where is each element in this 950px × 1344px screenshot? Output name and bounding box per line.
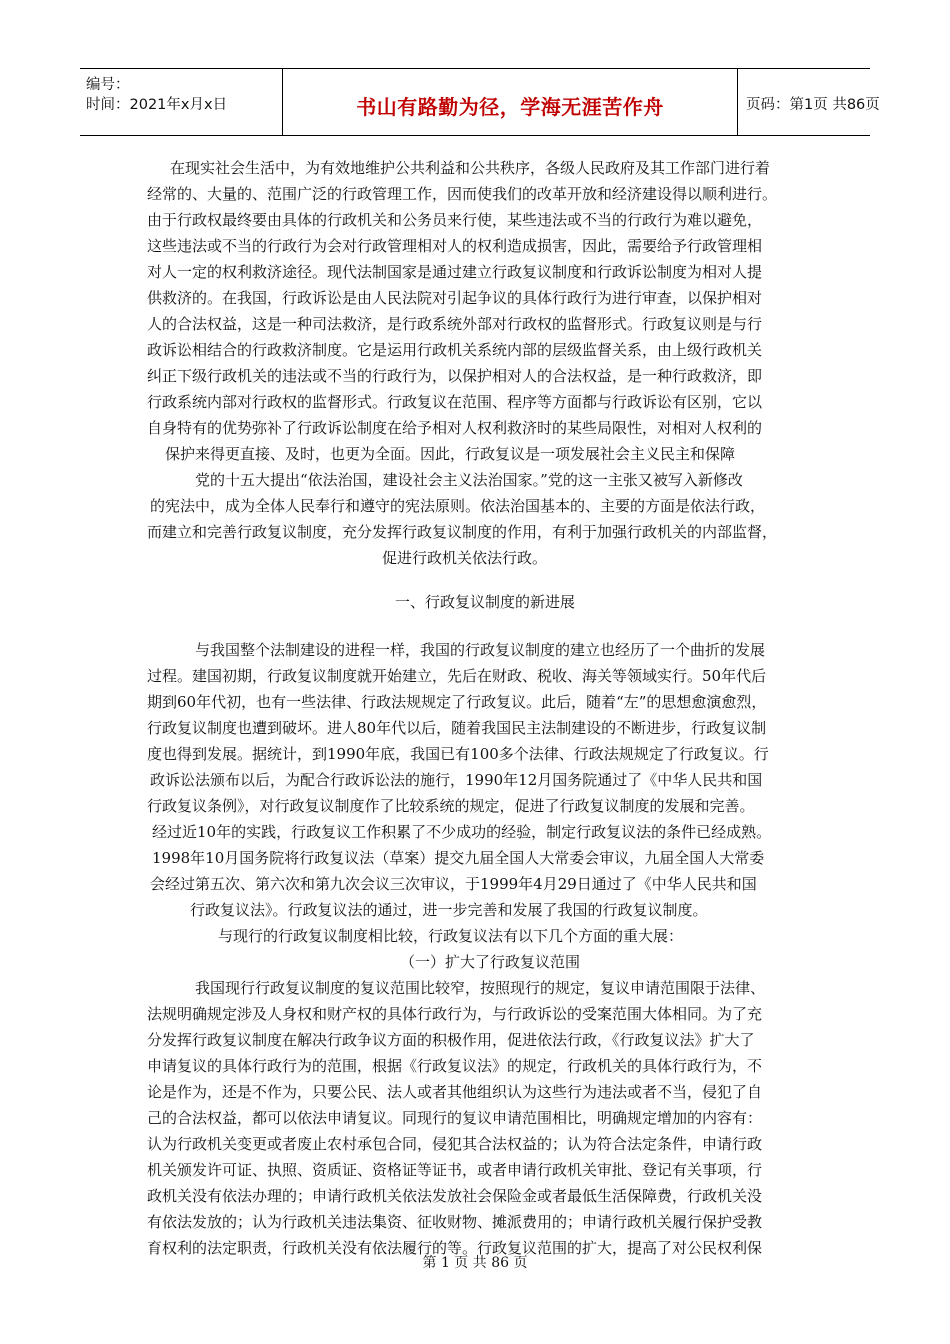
page-code: 页码：第1页 共86页 [746, 97, 880, 113]
body-line: 由于行政权最终要由具体的行政机关和公务员来行使，某些违法或不当的行政行为难以避免， [147, 211, 763, 229]
body-line: 有依法发放的；认为行政机关违法集资、征收财物、摊派费用的；申请行政机关履行保护受教 [147, 1213, 763, 1231]
body-line: 论是作为，还是不作为，只要公民、法人或者其他组织认为这些行为违法或者不当，侵犯了自 [147, 1083, 763, 1101]
body-line: 与现行的行政复议制度相比较，行政复议法有以下几个方面的重大展： [218, 927, 684, 945]
motto: 书山有路勤为径，学海无涯苦作舟 [356, 95, 664, 119]
subsection-heading: （一）扩大了行政复议范围 [400, 953, 581, 971]
body-line: 保护来得更直接、及时，也更为全面。因此，行政复议是一项发展社会主义民主和保障 [165, 445, 736, 463]
body-line: 这些违法或不当的行政行为会对行政管理相对人的权利造成损害，因此，需要给予行政管理相 [147, 237, 763, 255]
header-motto-cell [283, 69, 738, 135]
body-line: 自身特有的优势弥补了行政诉讼制度在给予相对人权利救济时的某些局限性，对相对人权利的 [147, 419, 763, 437]
body-line: 政诉讼法颁布以后，为配合行政诉讼法的施行，1990年12月国务院通过了《中华人民共和国 [150, 771, 763, 789]
body-line: 行政复议条例》，对行政复议制度作了比较系统的规定，促进了行政复议制度的发展和完善。 [147, 797, 755, 815]
body-line: 人的合法权益，这是一种司法救济，是行政系统外部对行政权的监督形式。行政复议则是与行 [147, 315, 763, 333]
body-line: 申请复议的具体行政行为的范围，根据《行政复议法》的规定，行政机关的具体行政行为，不 [147, 1057, 763, 1075]
section-heading: 一、行政复议制度的新进展 [395, 593, 576, 611]
body-line: 度也得到发展。据统计，到1990年底，我国已有100多个法律、行政法规规定了行政复议。行 [147, 745, 769, 763]
page-footer: 第 1 页 共 86 页 [422, 1255, 528, 1271]
number-label: 编号： [86, 77, 130, 93]
date-label: 时间：2021年x月x日 [86, 97, 228, 113]
body-line: 供救济的。在我国，行政诉讼是由人民法院对引起争议的具体行政行为进行审查，以保护相对 [147, 289, 763, 307]
body-line: 对人一定的权利救济途径。现代法制国家是通过建立行政复议制度和行政诉讼制度为相对人提 [147, 263, 763, 281]
body-line: 法规明确规定涉及人身权和财产权的具体行政行为，与行政诉讼的受案范围大体相同。为了充 [147, 1005, 763, 1023]
body-line: 己的合法权益，都可以依法申请复议。同现行的复议申请范围相比，明确规定增加的内容有： [147, 1109, 763, 1127]
body-line: 与我国整个法制建设的进程一样，我国的行政复议制度的建立也经历了一个曲折的发展 [195, 641, 766, 659]
body-line: 促进行政机关依法行政。 [382, 549, 548, 567]
body-line: 党的十五大提出“依法治国，建设社会主义法治国家。”党的这一主张又被写入新修改 [195, 471, 743, 489]
body-line: 政机关没有依法办理的；申请行政机关依法发放社会保险金或者最低生活保障费，行政机关没 [147, 1187, 763, 1205]
header-table [80, 68, 880, 136]
body-line: 而建立和完善行政复议制度，充分发挥行政复议制度的作用，有利于加强行政机关的内部监督， [147, 523, 778, 541]
body-line: 行政复议制度也遭到破坏。进人80年代以后，随着我国民主法制建设的不断进步，行政复议制 [147, 719, 767, 737]
body-line: 1998年10月国务院将行政复议法（草案）提交九届全国人大常委会审议，九届全国人大常委 [152, 849, 765, 867]
body-line: 我国现行行政复议制度的复议范围比较窄，按照现行的规定，复议申请范围限于法律、 [195, 979, 766, 997]
body-line: 纠正下级行政机关的违法或不当的行政行为，以保护相对人的合法权益，是一种行政救济，即 [147, 367, 763, 385]
body-line: 政诉讼相结合的行政救济制度。它是运用行政机关系统内部的层级监督关系，由上级行政机关 [147, 341, 763, 359]
body-line: 机关颁发许可证、执照、资质证、资格证等证书，或者申请行政机关审批、登记有关事项，行 [147, 1161, 763, 1179]
body-line: 育权利的法定职责，行政机关没有依法履行的等。行政复议范围的扩大，提高了对公民权利保 [147, 1239, 763, 1257]
body-line: 行政系统内部对行政权的监督形式。行政复议在范围、程序等方面都与行政诉讼有区别，它以 [147, 393, 763, 411]
body-line: 过程。建国初期，行政复议制度就开始建立，先后在财政、税收、海关等领域实行。50年代后 [147, 667, 767, 685]
body-line: 经常的、大量的、范围广泛的行政管理工作，因而使我们的改革开放和经济建设得以顺利进行。 [147, 185, 778, 203]
body-line: 分发挥行政复议制度在解决行政争议方面的积极作用，促进依法行政，《行政复议法》扩大了 [147, 1031, 755, 1049]
body-line: 经过近10年的实践，行政复议工作积累了不少成功的经验，制定行政复议法的条件已经成熟。 [152, 823, 772, 841]
body-line: 会经过第五次、第六次和第九次会议三次审议，于1999年4月29日通过了《中华人民共和国 [150, 875, 757, 893]
header-info-cell [80, 69, 283, 135]
body-line: 期到60年代初，也有一些法律、行政法规规定了行政复议。此后，随着“左”的思想愈演愈烈， [147, 693, 767, 711]
body-line: 认为行政机关变更或者废止农村承包合同，侵犯其合法权益的；认为符合法定条件，申请行政 [147, 1135, 763, 1153]
body-line: 行政复议法》。行政复议法的通过，进一步完善和发展了我国的行政复议制度。 [190, 901, 708, 919]
body-line: 的宪法中，成为全体人民奉行和遵守的宪法原则。依法治国基本的、主要的方面是依法行政， [150, 497, 766, 515]
header-page-cell [738, 69, 880, 135]
body-line: 在现实社会生活中，为有效地维护公共利益和公共秩序，各级人民政府及其工作部门进行着 [170, 159, 771, 177]
